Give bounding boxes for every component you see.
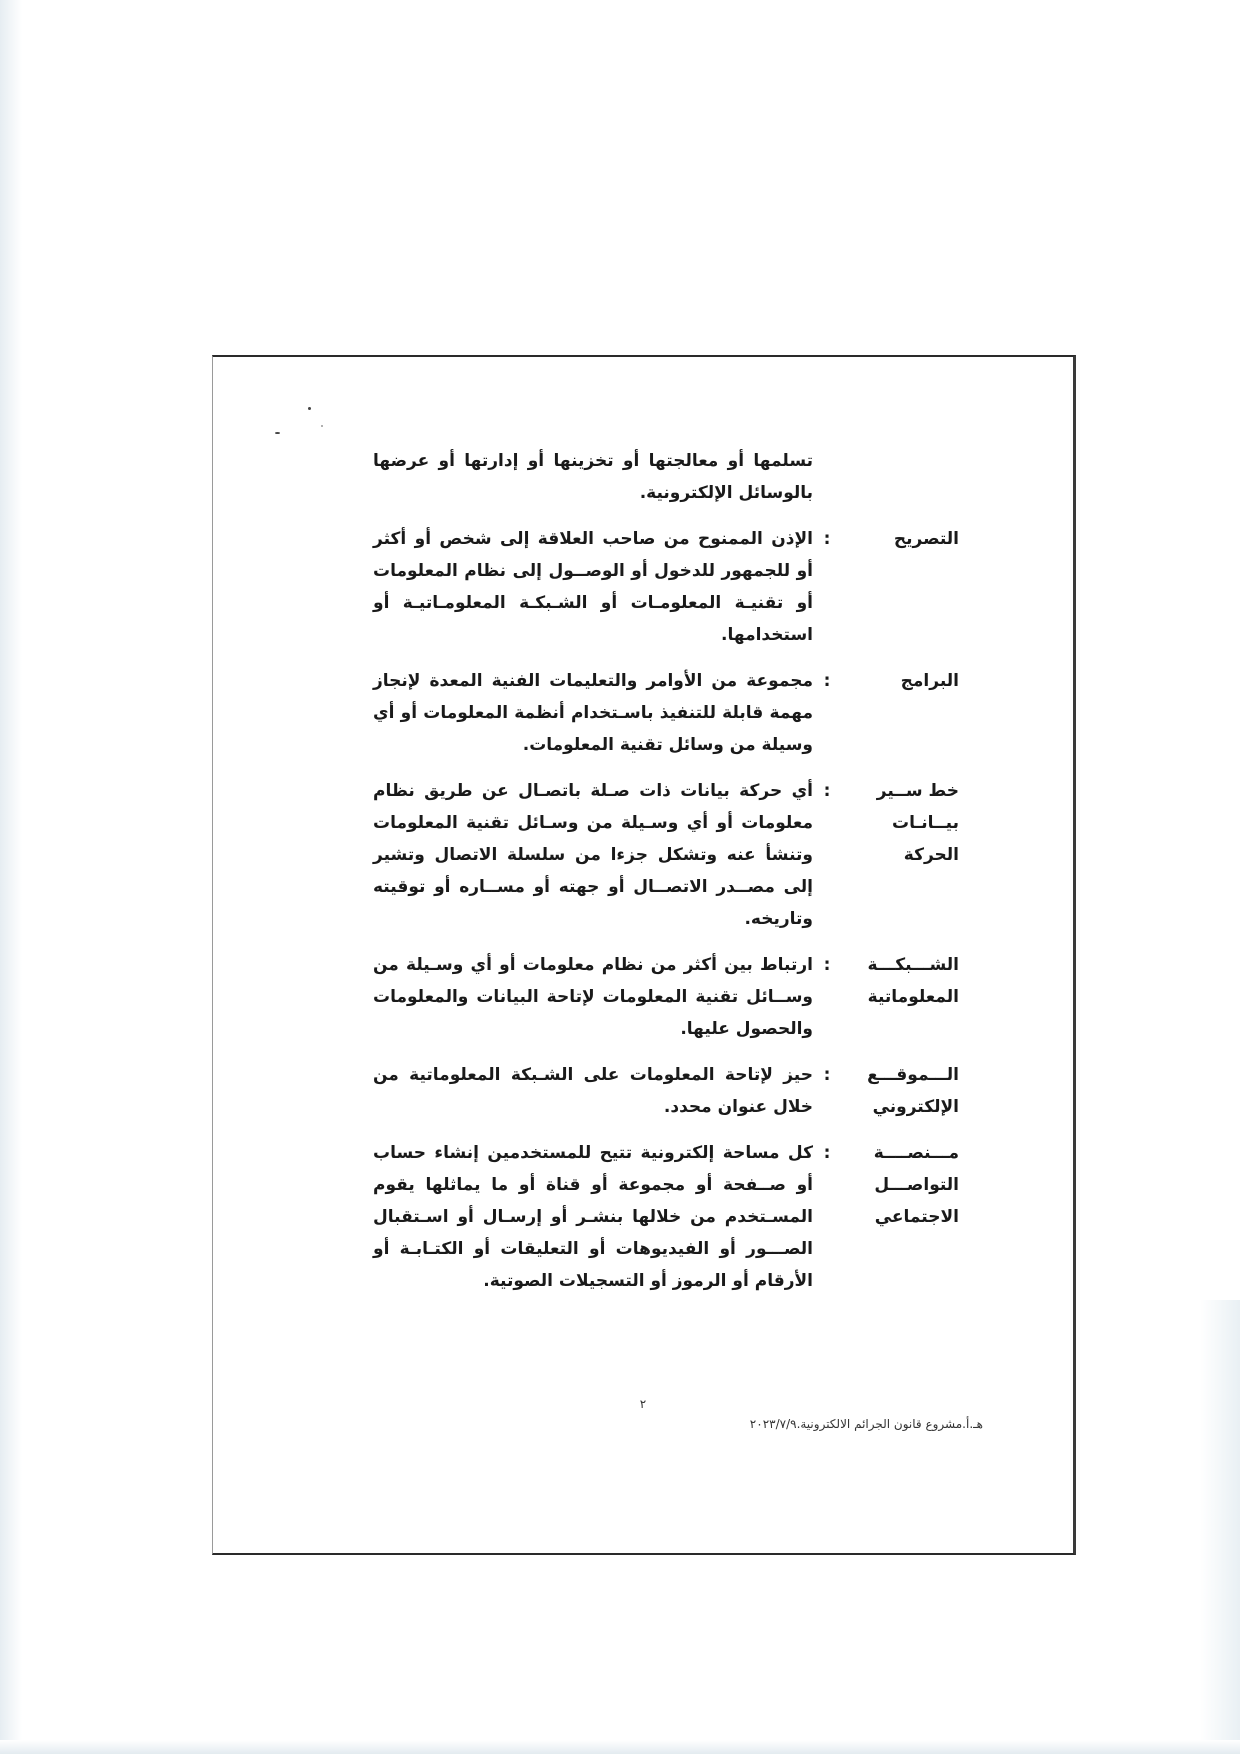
scan-speck: [275, 432, 280, 434]
definition-text: حيز لإتاحة المعلومات على الشـبكة المعلوماتية من خلال عنوان محدد.: [373, 1065, 813, 1117]
scan-edge-right: [1200, 1300, 1240, 1754]
page-number: ٢: [639, 1397, 647, 1411]
definition-text: الإذن الممنوح من صاحب العلاقة إلى شخص أو أكثر أو للجمهور للدخول أو الوصــول إلى نظام المعلومات أو تقنيـة المعلومـات أو الشـبكـة المعلومـاتيـة أو استخدامها.: [373, 529, 813, 645]
document-page: [212, 355, 1076, 1555]
definition-row: [323, 1137, 963, 1297]
definition-separator: :: [823, 1065, 831, 1085]
definition-term: الشـــبكـــة المعلوماتية: [867, 955, 959, 1007]
definition-row: [323, 775, 963, 935]
definition-separator: :: [823, 955, 831, 975]
definition-row: [323, 949, 963, 1045]
scan-speck: [308, 407, 311, 410]
definition-row: [323, 1059, 963, 1123]
scan-edge-left: [0, 0, 22, 1754]
definitions-section: [323, 445, 963, 1311]
definition-separator: :: [823, 781, 831, 801]
definition-row: [323, 665, 963, 761]
definition-term: البرامج: [900, 671, 959, 691]
intro-continuation: تسلمها أو معالجتها أو تخزينها أو إدارتها أو عرضها بالوسائل الإلكترونية.: [373, 451, 813, 503]
definition-text: كل مساحة إلكترونية تتيح للمستخدمين إنشاء حساب أو صــفحة أو مجموعة أو قناة أو ما يماثلها يقوم المسـتخدم من خلالها بنشـر أو إرسـال أو اسـتقبال الصـــور أو الفيديوهات أو التعليقات أو الكتـابـة أو الأرقام أو الرموز أو التسجيلات الصوتية.: [373, 1143, 813, 1291]
definition-separator: :: [823, 529, 831, 549]
definition-text: مجموعة من الأوامر والتعليمات الفنية المعدة لإنجاز مهمة قابلة للتنفيذ باسـتخدام أنظمة المعلومات أو أي وسيلة من وسائل تقنية المعلومات.: [373, 671, 813, 755]
scan-speck: [321, 425, 323, 427]
definition-separator: :: [823, 671, 831, 691]
definition-term: الـــموقـــع الإلكتروني: [867, 1065, 959, 1117]
scan-edge-bottom: [0, 1740, 1240, 1754]
definition-term: مـــنصــــة التواصـــل الاجتماعي: [873, 1143, 959, 1227]
definition-term: التصريح: [893, 529, 959, 549]
definition-separator: :: [823, 1143, 831, 1163]
definition-row: [323, 523, 963, 651]
definition-text: أي حركة بيانات ذات صـلة باتصـال عن طريق نظام معلومات أو أي وسـيلة من وسـائل تقنية المعلومات وتنشأ عنه وتشكل جزءا من سلسلة الاتصال وتشير إلى مصــدر الاتصــال أو جهته أو مســاره أو توقيته وتاريخه.: [373, 781, 813, 929]
footer-note: هـ.أ.مشروع قانون الجرائم الالكترونية.٢٠٢٣/٧/٩: [749, 1417, 983, 1431]
definition-term: خط ســير بيــانـات الحركة: [876, 781, 959, 865]
definition-text: ارتباط بين أكثر من نظام معلومات أو أي وسـيلة من وســائل تقنية المعلومات لإتاحة البيانات والمعلومات والحصول عليها.: [373, 955, 813, 1039]
